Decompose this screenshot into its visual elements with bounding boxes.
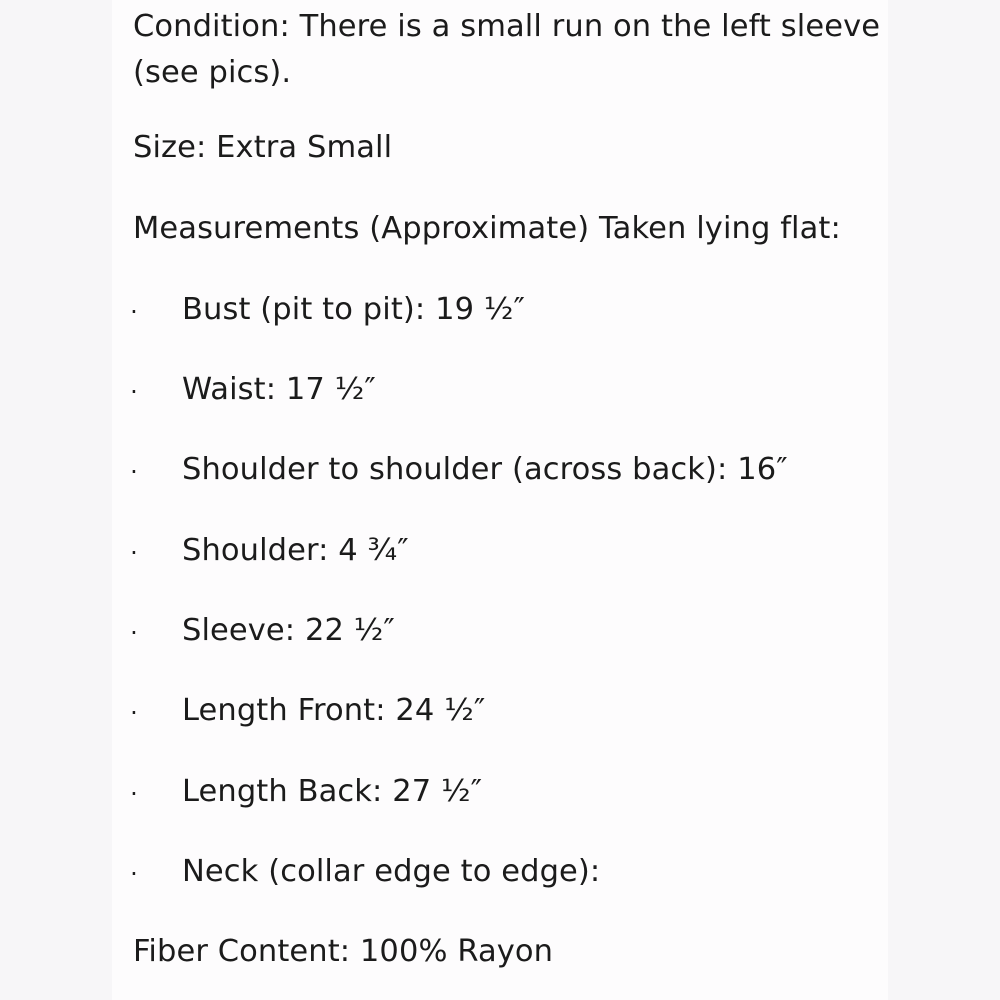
measurement-bust: Bust (pit to pit): 19 ½″: [182, 292, 526, 327]
measurement-shoulder-to-shoulder: Shoulder to shoulder (across back): 16″: [182, 452, 788, 487]
condition-text-line-1: Condition: There is a small run on the left sleeve: [133, 9, 881, 44]
bullet-icon: ·: [130, 539, 138, 567]
fiber-content-text: Fiber Content: 100% Rayon: [133, 934, 554, 969]
size-text: Size: Extra Small: [133, 130, 393, 165]
bullet-icon: ·: [130, 378, 138, 406]
measurement-shoulder: Shoulder: 4 ¾″: [182, 533, 409, 568]
bullet-icon: ·: [130, 298, 138, 326]
measurement-sleeve: Sleeve: 22 ½″: [182, 613, 395, 648]
bullet-icon: ·: [130, 699, 138, 727]
bullet-icon: ·: [130, 860, 138, 888]
measurement-neck: Neck (collar edge to edge):: [182, 854, 601, 889]
condition-text-line-2: (see pics).: [133, 55, 292, 90]
measurement-length-back: Length Back: 27 ½″: [182, 774, 483, 809]
bullet-icon: ·: [130, 458, 138, 486]
bullet-icon: ·: [130, 780, 138, 808]
measurements-heading: Measurements (Approximate) Taken lying flat:: [133, 211, 841, 246]
measurement-length-front: Length Front: 24 ½″: [182, 693, 486, 728]
bullet-icon: ·: [130, 619, 138, 647]
measurement-waist: Waist: 17 ½″: [182, 372, 376, 407]
